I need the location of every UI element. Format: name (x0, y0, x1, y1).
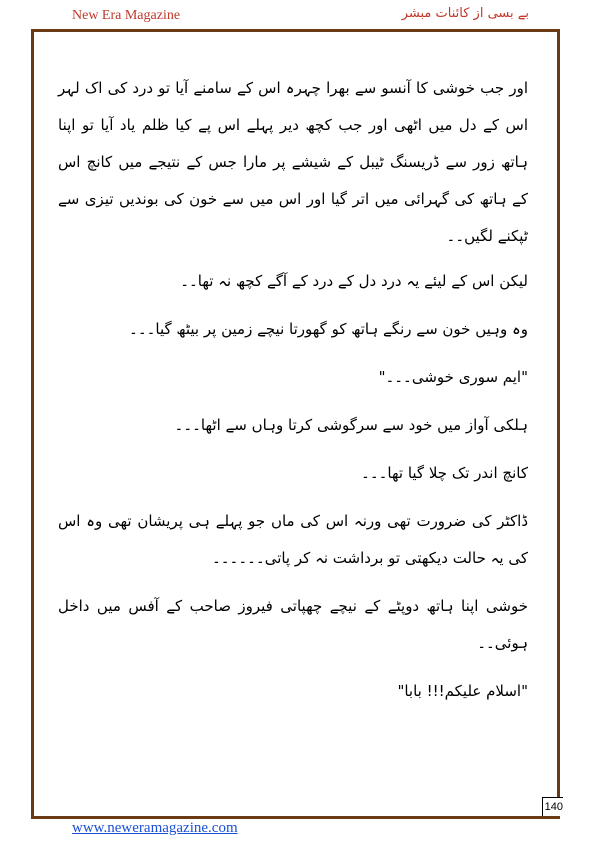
paragraph: "ایم سوری خوشی۔۔۔" (378, 368, 528, 386)
page-number: 140 (542, 797, 563, 816)
paragraph: اور جب خوشی کا آنسو سے بھرا چہرہ اس کے سامنے آیا تو درد کی اک لہر اس کے دل میں اٹھی اور جب کچھ دیر پہلے اس پے کیا ظلم یاد آیا تو اپنا ہاتھ زور سے ڈریسنگ ٹیبل کے شیشے پر مارا جس کے نتیجے میں کانچ اس کے ہاتھ کی گہرائی میں اتر گیا اور اس میں سے خون کی بوندیں تیزی سے ٹپکنے لگیں۔۔ (58, 79, 528, 245)
website-link[interactable]: www.neweramagazine.com (72, 820, 238, 836)
paragraph: لیکن اس کے لیئے یہ درد دل کے درد کے آگے کچھ نہ تھا۔۔ (180, 272, 528, 290)
story-body (58, 70, 528, 710)
paragraph: وہ وہیں خون سے رنگے ہاتھ کو گھورتا نیچے زمین پر بیٹھ گیا۔۔۔ (129, 320, 528, 338)
paragraph: "اسلام علیکم!!! بابا" (397, 682, 528, 700)
paragraph: ڈاکٹر کی ضرورت تھی ورنہ اس کی ماں جو پہلے ہی پریشان تھی وہ اس کی یہ حالت دیکھتی تو برداشت نہ کر پاتی۔۔۔۔۔۔ (58, 512, 528, 567)
story-title: بے بسی از کائنات مبشر (401, 6, 529, 21)
paragraph: ہلکی آواز میں خود سے سرگوشی کرتا وہاں سے اٹھا۔۔۔ (174, 416, 528, 434)
magazine-name: New Era Magazine (72, 8, 181, 23)
paragraph: خوشی اپنا ہاتھ دوپٹے کے نیچے چھپاتی فیروز صاحب کے آفس میں داخل ہوئی۔۔ (58, 597, 528, 652)
paragraph: کانچ اندر تک چلا گیا تھا۔۔۔ (361, 464, 528, 482)
